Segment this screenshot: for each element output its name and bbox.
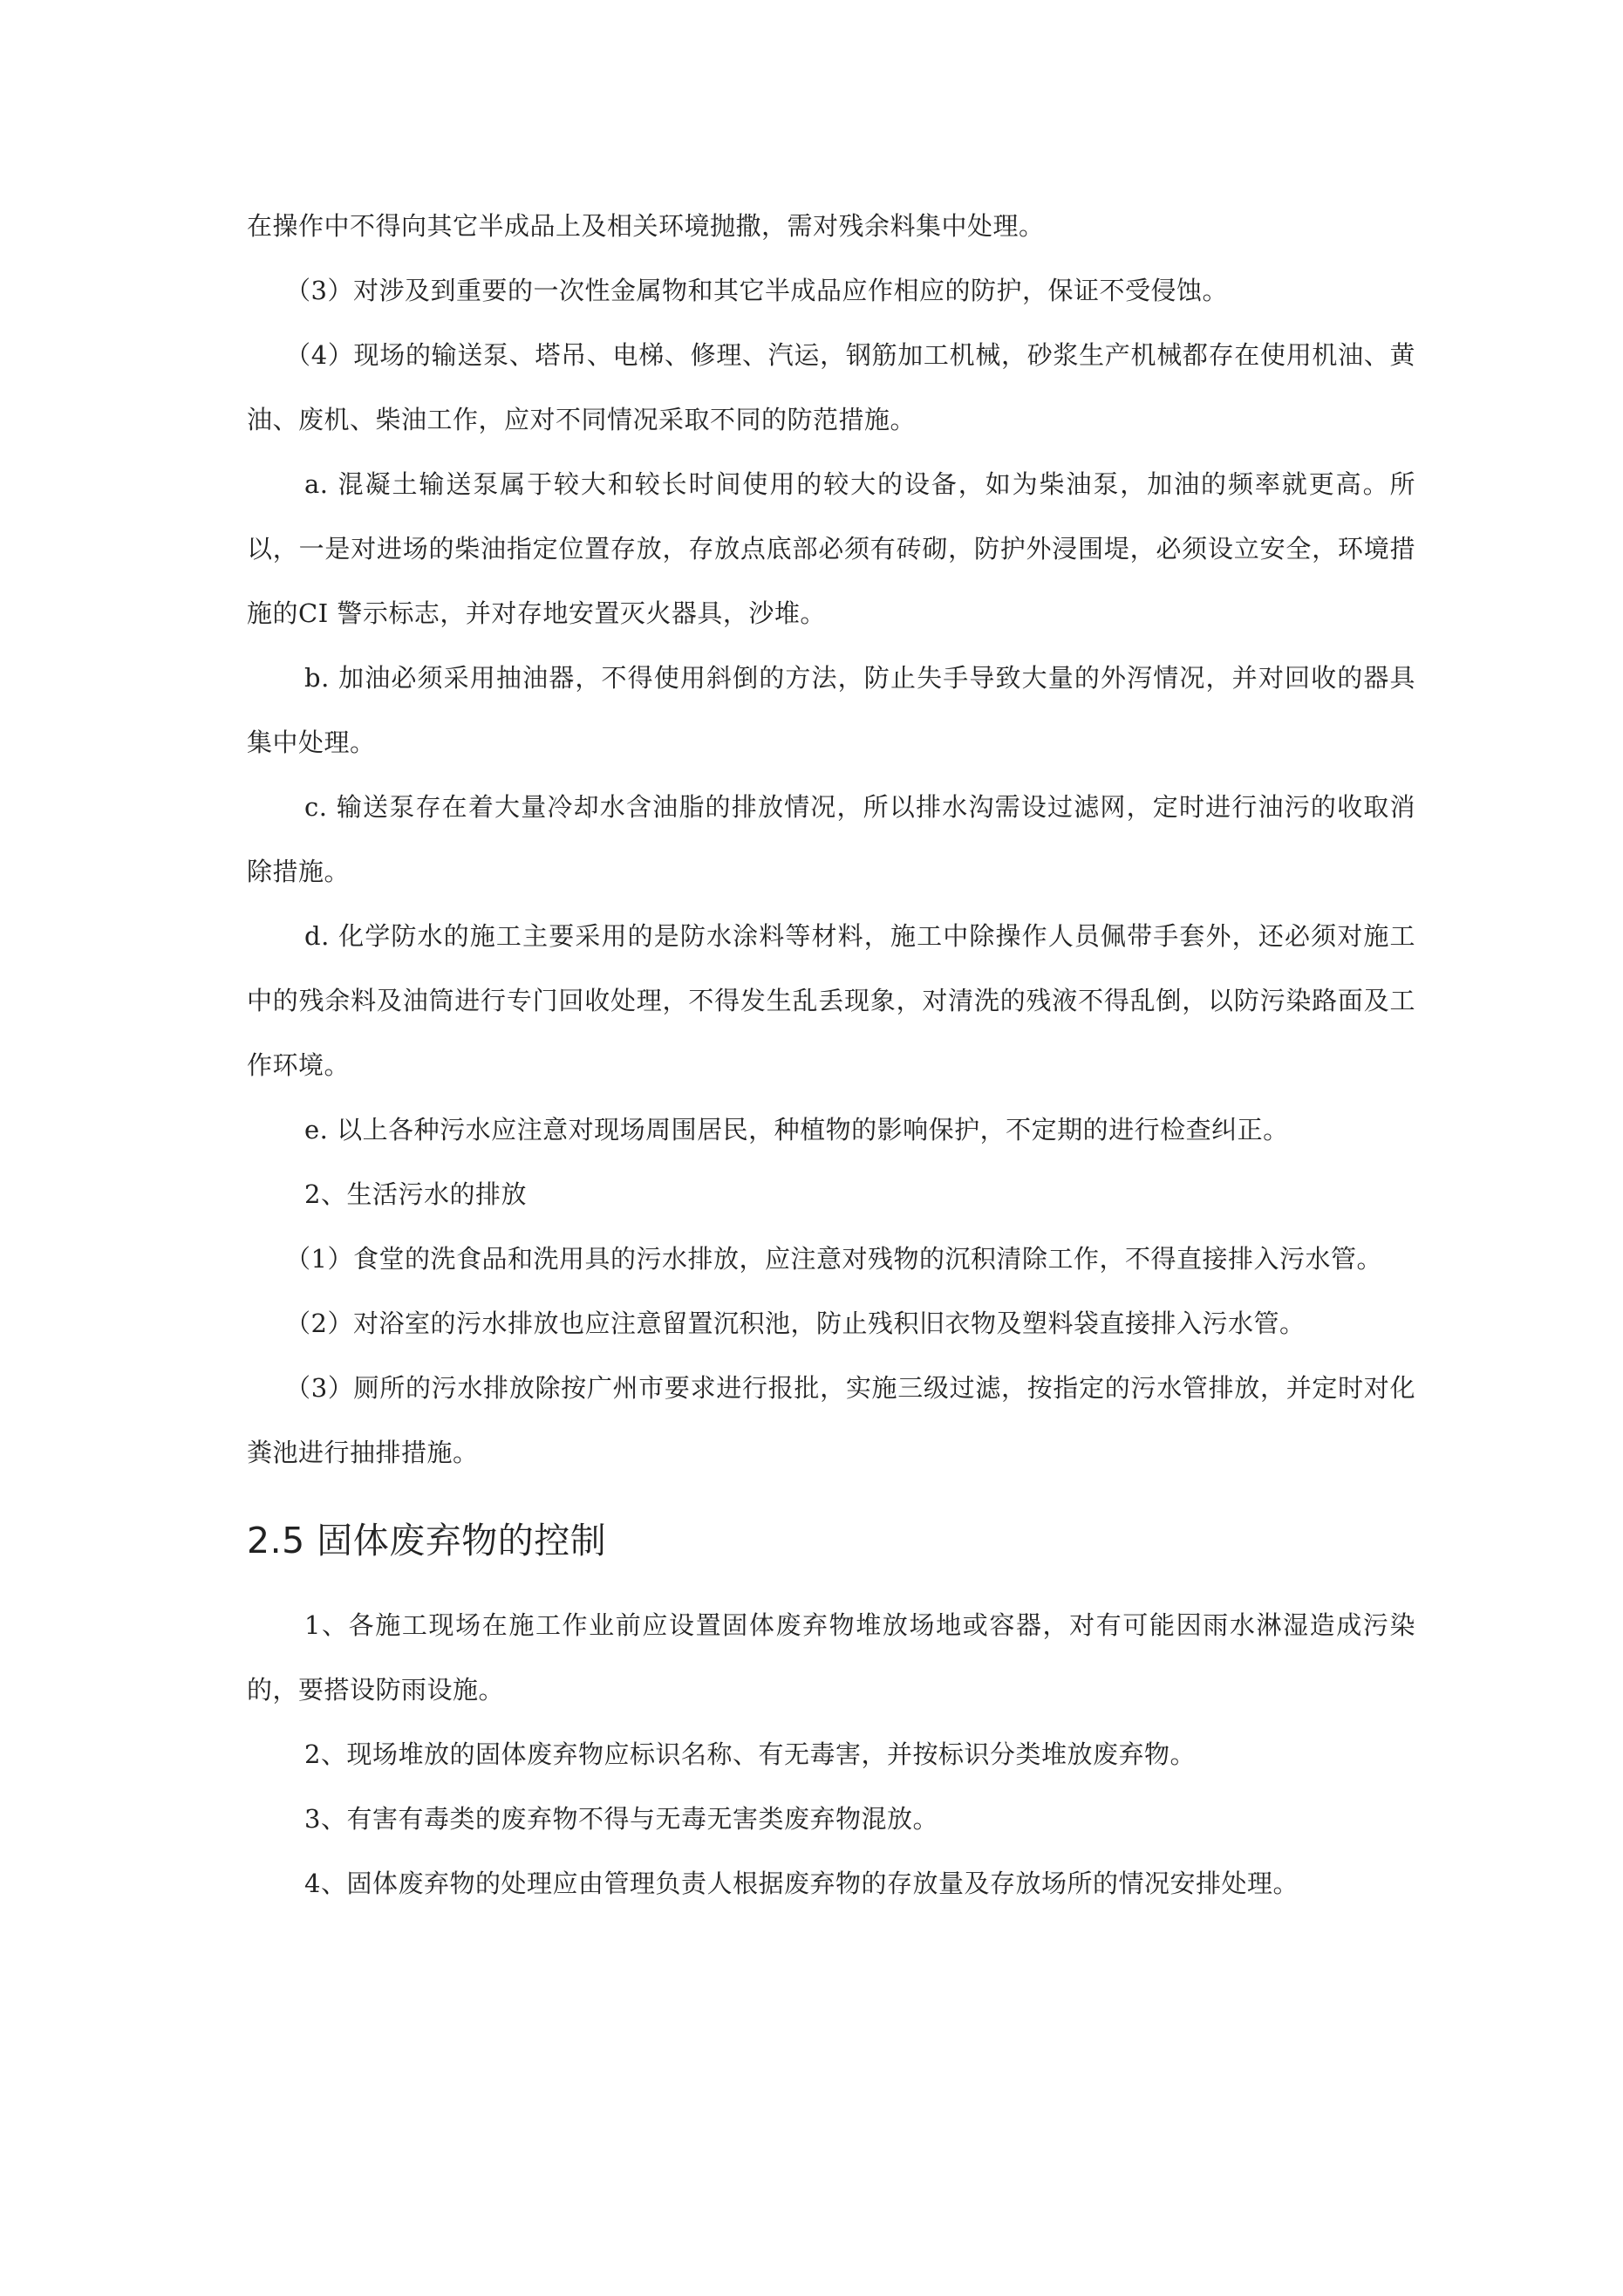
paragraph-continuation: 在操作中不得向其它半成品上及相关环境抛撒，需对残余料集中处理。 xyxy=(247,211,1045,241)
paragraph-solid-waste-3: 3、有害有毒类的废弃物不得与无毒无害类废弃物混放。 xyxy=(304,1804,938,1834)
section-heading: 2.5 固体废弃物的控制 xyxy=(247,1520,607,1561)
paragraph-item-b: b. 加油必须采用抽油器，不得使用斜倒的方法，防止失手导致大量的外泻情况，并对回收的器具集中处理。 xyxy=(247,663,1415,757)
paragraph-bathroom: （2）对浴室的污水排放也应注意留置沉积池，防止残积旧衣物及塑料袋直接排入污水管。 xyxy=(285,1309,1306,1338)
document-body xyxy=(247,194,1415,1916)
paragraph-toilet: （3）厕所的污水排放除按广州市要求进行报批，实施三级过滤，按指定的污水管排放，并定时对化粪池进行抽排措施。 xyxy=(247,1373,1415,1467)
paragraph-item-e: e. 以上各种污水应注意对现场周围居民，种植物的影响保护，不定期的进行检查纠正。 xyxy=(304,1115,1289,1145)
paragraph-solid-waste-1: 1、各施工现场在施工作业前应设置固体废弃物堆放场地或容器，对有可能因雨水淋湿造成污染的，要搭设防雨设施。 xyxy=(247,1610,1415,1705)
paragraph-solid-waste-2: 2、现场堆放的固体废弃物应标识名称、有无毒害，并按标识分类堆放废弃物。 xyxy=(304,1739,1196,1769)
paragraph-item-3: （3）对涉及到重要的一次性金属物和其它半成品应作相应的防护，保证不受侵蚀。 xyxy=(285,276,1228,305)
paragraph-solid-waste-4: 4、固体废弃物的处理应由管理负责人根据废弃物的存放量及存放场所的情况安排处理。 xyxy=(304,1869,1299,1898)
paragraph-canteen: （1）食堂的洗食品和洗用具的污水排放，应注意对残物的沉积清除工作，不得直接排入污水管。 xyxy=(285,1244,1382,1274)
paragraph-item-4: （4）现场的输送泵、塔吊、电梯、修理、汽运，钢筋加工机械，砂浆生产机械都存在使用机油、黄油、废机、柴油工作，应对不同情况采取不同的防范措施。 xyxy=(247,340,1415,434)
paragraph-item-c: c. 输送泵存在着大量冷却水含油脂的排放情况，所以排水沟需设过滤网，定时进行油污的收取消除措施。 xyxy=(247,792,1415,886)
subheading-domestic-sewage: 2、生活污水的排放 xyxy=(304,1179,527,1209)
paragraph-item-a: a. 混凝土输送泵属于较大和较长时间使用的较大的设备，如为柴油泵，加油的频率就更高。所以，一是对进场的柴油指定位置存放，存放点底部必须有砖砌，防护外浸围堤，必须设立安全，环境措施的CI 警示标志，并对存地安置灭火器具，沙堆。 xyxy=(247,469,1415,628)
paragraph-item-d: d. 化学防水的施工主要采用的是防水涂料等材料，施工中除操作人员佩带手套外，还必须对施工中的残余料及油筒进行专门回收处理，不得发生乱丢现象，对清洗的残液不得乱倒，以防污染路面及工作环境。 xyxy=(247,921,1415,1080)
